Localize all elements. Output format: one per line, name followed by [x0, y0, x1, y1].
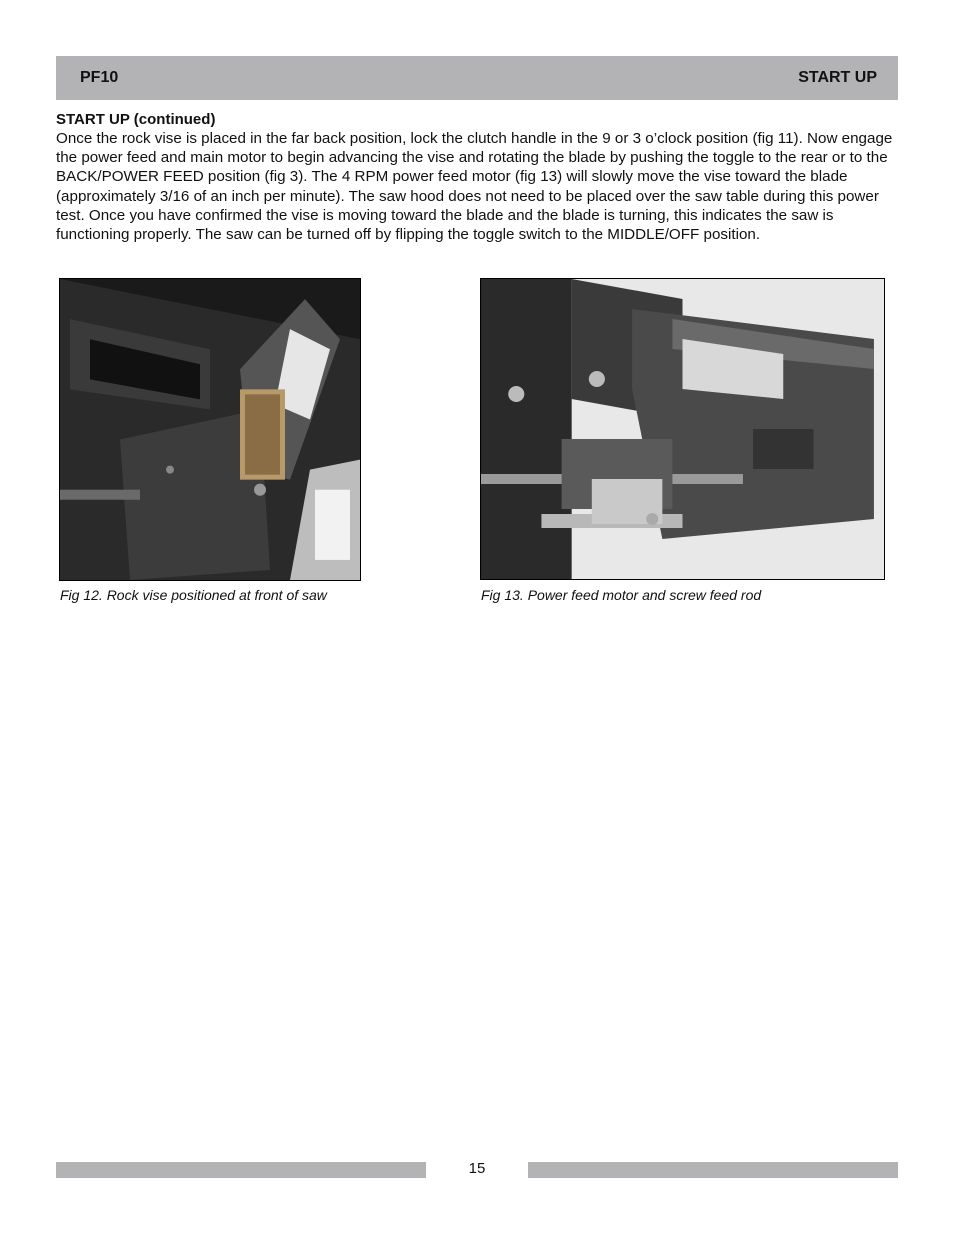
- footer-bar-left: [56, 1162, 426, 1178]
- figure-12-caption: Fig 12. Rock vise positioned at front of saw: [60, 587, 327, 603]
- footer-bar-right: [528, 1162, 898, 1178]
- power-feed-motor-illustration: [481, 279, 884, 579]
- page-number: 15: [468, 1160, 486, 1177]
- header-model: PF10: [80, 69, 119, 86]
- rock-vise-illustration: [60, 279, 360, 580]
- section-heading: START UP (continued): [56, 111, 216, 128]
- header-section: START UP: [798, 69, 877, 86]
- figure-13-caption: Fig 13. Power feed motor and screw feed rod: [481, 587, 762, 603]
- body-paragraph: Once the rock vise is placed in the far back position, lock the clutch handle in the 9 or 3 o’clock position (fig 11). Now engage the power feed and main motor to begin advancing the vise and rotating the blade by pushing the toggle to the rear or to the BACK/POWER FEED position (fig 3). The 4 RPM power feed motor (fig 13) will slowly move the vise toward the blade (approximately 3/16 of an inch per minute). The saw hood does not need to be placed over the saw table during this power test. Once you have confirmed the vise is moving toward the blade and the blade is turning, this indicates the saw is functioning properly. The saw can be turned off by flipping the toggle switch to the MIDDLE/OFF position.: [56, 130, 893, 244]
- header-bar: [56, 56, 898, 100]
- figure-12-photo: [59, 278, 361, 581]
- figure-13-photo: [480, 278, 885, 580]
